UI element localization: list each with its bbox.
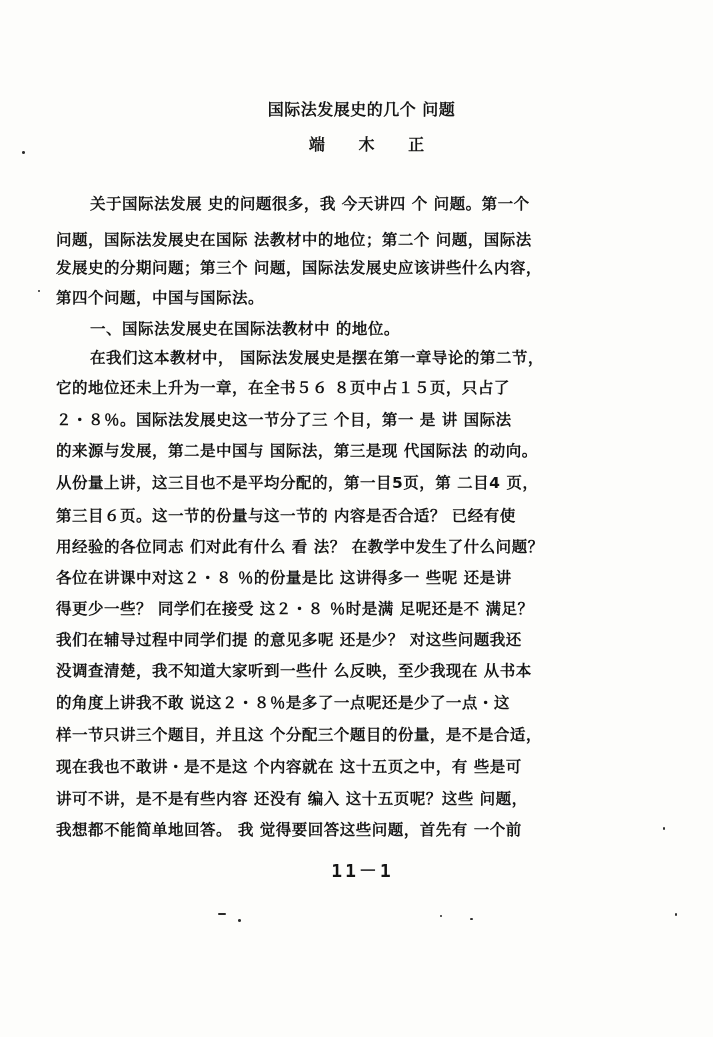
paragraph-line: 的角度上讲我不敢 说这２・８％是多了一点呢还是少了一点・这: [56, 694, 510, 712]
paragraph-line: 讲可不讲，是不是有些内容 还没有 编入 这十五页呢？这些 问题，: [56, 790, 528, 808]
paragraph-line: 没调查清楚，我不知道大家听到一些什 么反映，至少我现在 从书本: [56, 662, 532, 680]
document-author: 端 木 正: [308, 135, 439, 154]
paragraph-line: 问题，国际法发展史在国际 法教材中的地位；第二个 问题，国际法: [56, 231, 532, 249]
paragraph-line: 得更少一些？ 同学们在接受 这２・８ ％时是满 足呢还是不 满足？: [56, 600, 534, 618]
paragraph-line: 的来源与发展，第二是中国与 国际法，第三是现 代国际法 的动向。: [56, 442, 538, 460]
paragraph-line: 我们在辅导过程中同学们提 的意见多呢 还是少？ 对这些问题我还: [56, 631, 522, 649]
paragraph-line: 样一节只讲三个题目，并且这 个分配三个题目的份量，是不是合适，: [56, 726, 542, 744]
paragraph-line: 第三目６页。这一节的份量与这一节的 内容是否合适？ 已经有使: [56, 507, 516, 525]
scan-speck: [663, 827, 665, 830]
paragraph-line: 我想都不能简单地回答。 我 觉得要回答这些问题，首先有 一个前: [56, 821, 522, 839]
paragraph-line: 用经验的各位同志 们对此有什么 看 法？ 在教学中发生了什么问题？: [56, 538, 544, 556]
paragraph-line: 关于国际法发展 史的问题很多，我 今天讲四 个 问题。第一个: [90, 195, 530, 213]
scan-speck: [22, 151, 25, 154]
section-heading: 一、国际法发展史在国际法教材中 的地位。: [90, 320, 400, 338]
paragraph-line: 第四个问题，中国与国际法。: [56, 289, 265, 307]
scan-speck: [470, 918, 473, 920]
page-number: 11－1: [331, 861, 394, 882]
scan-speck: [38, 290, 40, 292]
scan-speck: [440, 915, 442, 917]
paragraph-line: 现在我也不敢讲・是不是这 个内容就在 这十五页之中，有 些是可: [56, 758, 522, 776]
paragraph-line: ２・８％。国际法发展史这一节分了三 个目，第一 是 讲 国际法: [56, 411, 512, 429]
paragraph-line: 从份量上讲，这三目也不是平均分配的，第一目5页，第 二目4 页，: [56, 474, 539, 492]
document-title: 国际法发展史的几个 问题: [267, 100, 456, 119]
paragraph-line: 它的地位还未上升为一章，在全书５６ ８页中占１５页，只占了: [56, 379, 510, 397]
paragraph-line: 发展史的分期问题；第三个 问题，国际法发展史应该讲些什么内容，: [56, 259, 542, 277]
scan-speck: [238, 919, 241, 922]
paragraph-line: 在我们这本教材中， 国际法发展史是摆在第一章导论的第二节，: [90, 349, 544, 367]
scan-speck: [218, 913, 226, 915]
scan-speck: [675, 913, 677, 916]
paragraph-line: 各位在讲课中对这２・８ ％的份量是比 这讲得多一 些呢 还是讲: [56, 569, 512, 587]
